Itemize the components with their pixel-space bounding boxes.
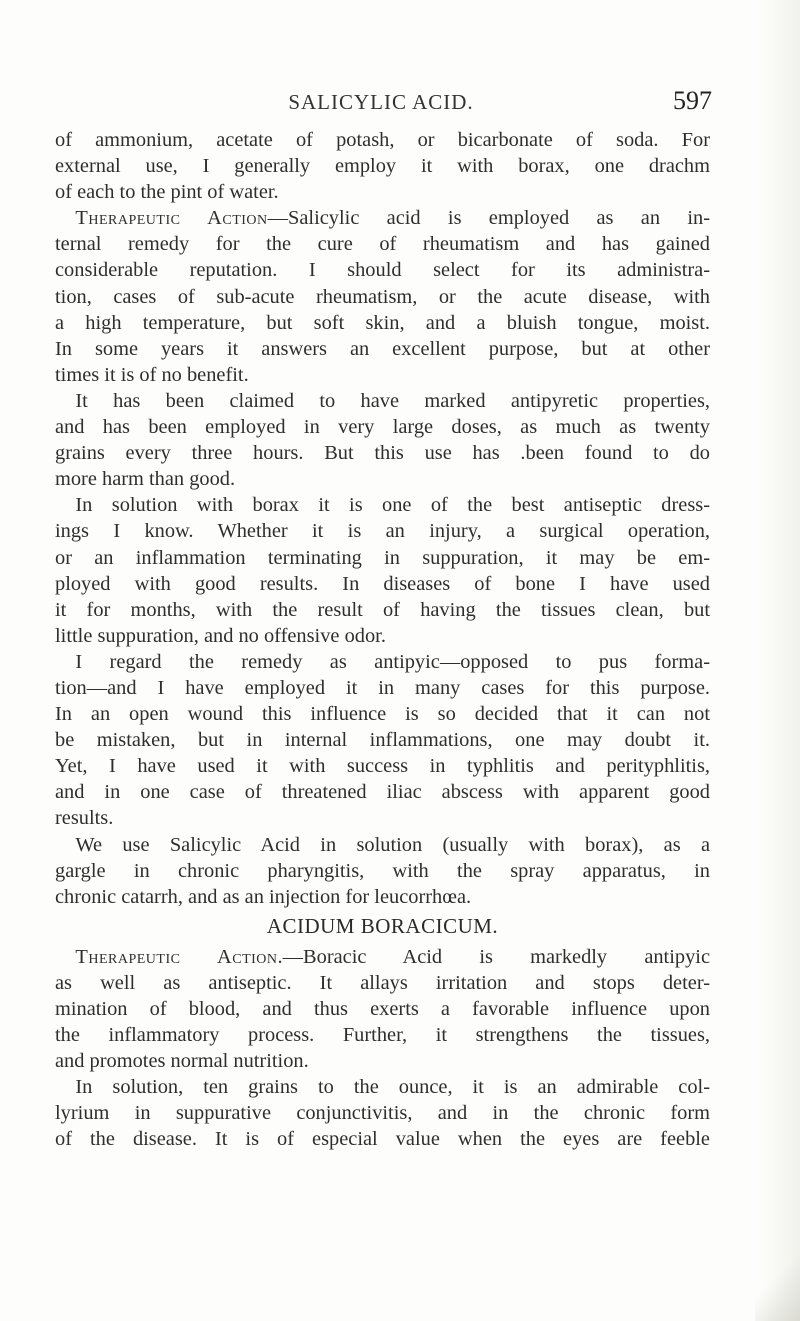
text-line: and has been employed in very large doses, as much as twenty: [55, 416, 710, 439]
text-line: and promotes normal nutrition.: [55, 1050, 309, 1073]
page-edge-shading: [760, 0, 800, 1321]
text-line: [55, 205, 710, 231]
text-line: tion—and I have employed it in many cases for this purpose.: [55, 676, 710, 699]
text-run: .—Boracic Acid is markedly antipyic: [277, 945, 710, 968]
text-line: grains every three hours. But this use has .been found to do: [55, 442, 710, 465]
text-line: [55, 944, 710, 970]
text-line: In some years it answers an excellent purpose, but at other: [55, 337, 710, 360]
text-run: —Salicylic acid is employed as an in-: [267, 207, 710, 230]
text-line: gargle in chronic pharyngitis, with the spray apparatus, in: [55, 859, 710, 882]
paragraph-therapeutic-action-salicylic: [55, 205, 710, 388]
text-line: [55, 388, 710, 414]
page-corner-shadow: [755, 1251, 800, 1321]
text-run: In solution, ten grains to the ounce, it is an admirable col-: [75, 1076, 710, 1099]
text-line: a high temperature, but soft skin, and a bluish tongue, moist.: [55, 311, 710, 334]
text-line: [55, 832, 710, 858]
body-text: [55, 127, 710, 1153]
text-line: and in one case of threatened iliac abscess with apparent good: [55, 781, 710, 804]
text-line: little suppuration, and no offensive odor.: [55, 624, 386, 647]
text-line: ings I know. Whether it is an injury, a surgical operation,: [55, 520, 710, 543]
text-line: ternal remedy for the cure of rheumatism and has gained: [55, 233, 710, 256]
text-line: [55, 649, 710, 675]
text-line: lyrium in suppurative conjunctivitis, and in the chronic form: [55, 1102, 710, 1125]
text-line: tion, cases of sub-acute rheumatism, or the acute disease, with: [55, 285, 710, 308]
text-line: times it is of no benefit.: [55, 363, 249, 386]
text-line: In an open wound this influence is so decided that it can not: [55, 703, 710, 726]
text-line: or an inflammation terminating in suppuration, it may be em-: [55, 546, 710, 569]
paragraph-antipyic: [55, 649, 710, 832]
text-line: Yet, I have used it with success in typhlitis and perityphlitis,: [55, 755, 710, 778]
running-head: [50, 86, 712, 122]
paragraph-antiseptic: [55, 492, 710, 649]
text-line: results.: [55, 807, 114, 830]
paragraph-therapeutic-action-boracic: [55, 944, 710, 1074]
text-run: We use Salicylic Acid in solution (usually with borax), as a: [75, 833, 710, 856]
text-line: be mistaken, but in internal inflammations, one may doubt it.: [55, 729, 710, 752]
text-line: chronic catarrh, and as an injection for leucorrhœa.: [55, 885, 472, 908]
text-line: [55, 1074, 710, 1100]
text-line: more harm than good.: [55, 468, 236, 491]
page-number: 597: [673, 86, 712, 115]
text-line: of the disease. It is of especial value when the eyes are feeble: [55, 1128, 710, 1151]
text-run: I regard the remedy as antipyic—opposed to pus forma-: [75, 650, 710, 673]
text-run: It has been claimed to have marked antipyretic properties,: [75, 389, 710, 412]
text-line: considerable reputation. I should select for its administra-: [55, 259, 710, 282]
subheading-therapeutic-action: Therapeutic Action: [75, 207, 268, 230]
text-line: of ammonium, acetate of potash, or bicarbonate of soda. For: [55, 129, 710, 151]
subheading-therapeutic-action: Therapeutic Action: [75, 945, 278, 968]
paragraph-uses: [55, 832, 710, 910]
text-line: mination of blood, and thus exerts a favorable influence upon: [55, 998, 710, 1020]
text-line: external use, I generally employ it with borax, one drachm: [55, 155, 710, 178]
section-heading: ACIDUM BORACICUM.: [266, 913, 499, 938]
text-line: ployed with good results. In diseases of bone I have used: [55, 572, 710, 595]
text-run: In solution with borax it is one of the best antiseptic dress-: [75, 494, 710, 517]
paragraph-collyrium: [55, 1074, 710, 1152]
text-line: the inflammatory process. Further, it strengthens the tissues,: [55, 1024, 710, 1047]
text-line: of each to the pint of water.: [55, 181, 279, 204]
text-line: [55, 492, 710, 518]
paragraph-intro: [55, 127, 710, 205]
running-title: SALICYLIC ACID.: [288, 90, 474, 114]
paragraph-antipyretic: [55, 388, 710, 492]
text-line: it for months, with the result of having the tissues clean, but: [55, 598, 710, 621]
text-line: as well as antiseptic. It allays irritation and stops deter-: [55, 971, 710, 994]
